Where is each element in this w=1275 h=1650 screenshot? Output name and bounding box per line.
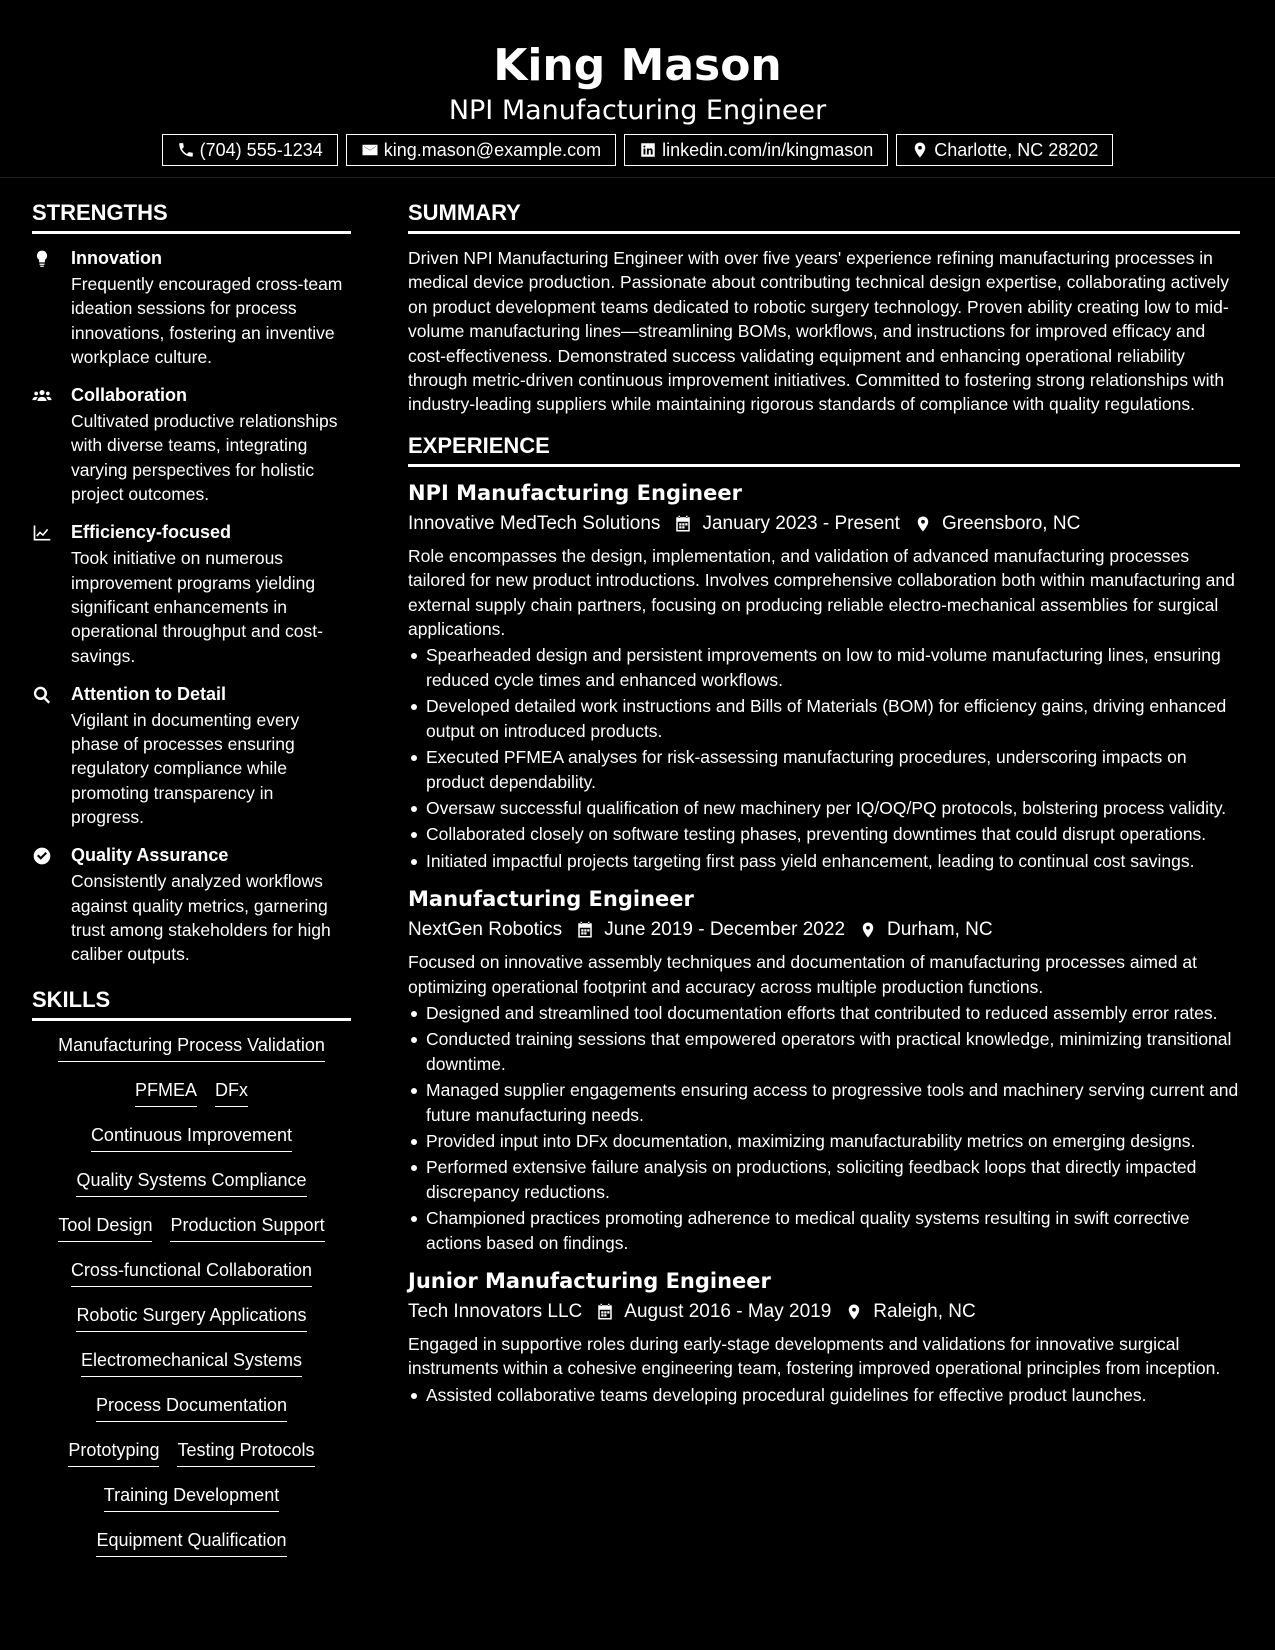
contact-linkedin[interactable] <box>624 134 888 166</box>
contact-email[interactable] <box>346 134 616 166</box>
strength-name: Efficiency-focused <box>71 522 232 543</box>
strength-item <box>32 383 351 506</box>
linkedin-icon <box>639 141 657 159</box>
skill-tag: Cross-functional Collaboration <box>71 1258 312 1287</box>
linkedin-text: linkedin.com/in/kingmason <box>662 139 874 160</box>
map-pin-icon <box>859 921 877 939</box>
line-chart-icon <box>32 523 52 543</box>
job-bullet: Championed practices promoting adherence to medical quality systems resulting in swift corrective actions based on findings. <box>408 1206 1240 1255</box>
skills-list <box>32 1033 351 1573</box>
calendar-icon <box>596 1303 614 1321</box>
contact-phone[interactable] <box>162 134 338 166</box>
lightbulb-icon <box>32 249 52 269</box>
map-pin-icon <box>914 515 932 533</box>
skill-tag: Training Development <box>104 1483 279 1512</box>
calendar-icon <box>674 515 692 533</box>
job-title: Junior Manufacturing Engineer <box>408 1269 771 1293</box>
experience-heading: EXPERIENCE <box>408 431 1240 467</box>
contact-location <box>896 134 1113 166</box>
skills-heading: SKILLS <box>32 985 351 1021</box>
job-bullet: Assisted collaborative teams developing procedural guidelines for effective product launches. <box>408 1383 1240 1407</box>
summary-text: Driven NPI Manufacturing Engineer with over five years' experience refining manufacturing processes in medical device production. Passionate about contributing technical design expertise, collaborating actively on product development teams dedicated to robotic surgery technology. Proven ability creating low to mid-volume manufacturing lines—streamlining BOMs, workflows, and instructions for improved efficacy and cost-effectiveness. Demonstrated success validating equipment and enhancing operational reliability through metric-driven continuous improvement initiatives. Committed to fostering strong relationships with industry-leading suppliers while maintaining rigorous standards of compliance with quality regulations. <box>408 248 1230 415</box>
strength-item <box>32 682 351 829</box>
skill-tag: Production Support <box>170 1213 324 1242</box>
strength-desc: Consistently analyzed workflows against quality metrics, garnering trust among stakeholders for high caliber outputs. <box>71 871 331 965</box>
strength-name: Innovation <box>71 248 162 268</box>
skill-tag: Process Documentation <box>96 1393 287 1422</box>
strength-name: Collaboration <box>71 385 187 406</box>
calendar-icon <box>576 921 594 939</box>
contact-bar <box>0 134 1275 166</box>
job-title: Manufacturing Engineer <box>408 887 694 912</box>
strength-desc: Took initiative on numerous improvement programs yielding significant enhancements in operational throughput and cost-savings. <box>71 548 323 666</box>
skill-tag: Quality Systems Compliance <box>76 1168 306 1197</box>
job-bullet: Conducted training sessions that empowered operators with practical knowledge, minimizing transitional downtime. <box>408 1027 1240 1076</box>
job-description: Focused on innovative assembly techniques and documentation of manufacturing processes aimed at optimizing operational footprint and accuracy across multiple production functions. <box>408 952 1197 997</box>
skill-tag: Equipment Qualification <box>96 1528 286 1557</box>
strength-item <box>32 520 351 667</box>
skill-tag: Electromechanical Systems <box>81 1348 302 1377</box>
job-company: Innovative MedTech Solutions <box>408 512 661 534</box>
job-bullet: Developed detailed work instructions and Bills of Materials (BOM) for efficiency gains, driving enhanced output on introduced products. <box>408 694 1240 743</box>
search-icon <box>32 685 52 705</box>
skill-tag: Testing Protocols <box>177 1438 314 1467</box>
left-column <box>32 198 351 1573</box>
job-bullets <box>408 1383 1240 1407</box>
job-company: Tech Innovators LLC <box>408 1301 583 1322</box>
job-bullets <box>408 643 1240 873</box>
phone-icon <box>177 141 195 159</box>
job-bullet: Performed extensive failure analysis on productions, soliciting feedback loops that directly impacted discrepancy reductions. <box>408 1155 1240 1204</box>
strength-name: Quality Assurance <box>71 845 229 866</box>
job-title: NPI Manufacturing Engineer <box>408 480 742 505</box>
strength-desc: Cultivated productive relationships with diverse teams, integrating varying perspectives for holistic project outcomes. <box>71 411 338 505</box>
phone-text: (704) 555-1234 <box>199 139 323 160</box>
job-description: Role encompasses the design, implementation, and validation of advanced manufacturing processes tailored for new product introductions. Involves comprehensive collaboration both within manufacturing and external supply chain partners, focusing on producing reliable electro-mechanical assemblies for surgical applications. <box>408 545 1235 640</box>
email-text: king.mason@example.com <box>383 139 602 160</box>
skill-tag: Prototyping <box>68 1438 159 1467</box>
job-entry <box>408 1267 1240 1407</box>
skill-tag: PFMEA <box>135 1078 197 1107</box>
map-pin-icon <box>911 141 929 159</box>
strength-desc: Vigilant in documenting every phase of processes ensuring regulatory compliance while promoting transparency in progress. <box>71 709 300 828</box>
strength-name: Attention to Detail <box>71 683 226 704</box>
candidate-title: NPI Manufacturing Engineer <box>448 95 827 126</box>
skill-tag: Tool Design <box>58 1213 152 1242</box>
job-meta <box>408 510 1240 538</box>
job-entry <box>408 479 1240 873</box>
skill-tag: Continuous Improvement <box>91 1123 292 1152</box>
job-meta <box>408 916 1240 944</box>
job-bullet: Initiated impactful projects targeting first pass yield enhancement, leading to continual cost savings. <box>408 849 1240 873</box>
check-circle-icon <box>32 846 52 866</box>
skill-tag: Robotic Surgery Applications <box>76 1303 306 1332</box>
job-company: NextGen Robotics <box>408 919 563 941</box>
job-dates: January 2023 - Present <box>702 512 900 534</box>
job-location: Durham, NC <box>887 919 993 941</box>
job-bullets <box>408 1001 1240 1255</box>
job-bullet: Provided input into DFx documentation, maximizing manufacturability metrics on emerging designs. <box>408 1129 1240 1153</box>
job-location: Greensboro, NC <box>941 512 1081 534</box>
strength-item <box>32 843 351 966</box>
job-entry <box>408 885 1240 1255</box>
location-text: Charlotte, NC 28202 <box>934 139 1099 160</box>
job-bullet: Oversaw successful qualification of new machinery per IQ/OQ/PQ protocols, bolstering process validity. <box>408 796 1240 820</box>
right-column <box>408 198 1240 1419</box>
job-bullet: Managed supplier engagements ensuring access to progressive tools and machinery serving current and future manufacturing needs. <box>408 1078 1240 1127</box>
skill-tag: DFx <box>215 1078 248 1107</box>
job-bullet: Spearheaded design and persistent improvements on low to mid-volume manufacturing lines, ensuring reduced cycle times and enhanced workflows. <box>408 643 1240 692</box>
job-dates: August 2016 - May 2019 <box>624 1301 832 1322</box>
envelope-icon <box>361 141 379 159</box>
map-pin-icon <box>845 1303 863 1321</box>
job-bullet: Executed PFMEA analyses for risk-assessing manufacturing procedures, underscoring impacts on product dependability. <box>408 745 1240 794</box>
job-dates: June 2019 - December 2022 <box>604 919 846 941</box>
job-bullet: Collaborated closely on software testing phases, preventing downtimes that could disrupt operations. <box>408 822 1240 846</box>
skill-tag: Manufacturing Process Validation <box>58 1033 325 1062</box>
job-description: Engaged in supportive roles during early-stage developments and validations for innovative surgical instruments within a cohesive engineering team, fostering improved operational principles from inception. <box>408 1334 1221 1379</box>
candidate-name: King Mason <box>493 40 782 91</box>
users-icon <box>32 386 52 406</box>
job-meta <box>408 1298 1240 1326</box>
strength-item <box>32 246 351 369</box>
summary-heading: SUMMARY <box>408 198 1240 234</box>
job-location: Raleigh, NC <box>873 1301 976 1322</box>
resume-header <box>0 0 1275 178</box>
job-bullet: Designed and streamlined tool documentation efforts that contributed to reduced assembly error rates. <box>408 1001 1240 1025</box>
strengths-heading: STRENGTHS <box>32 198 351 234</box>
strength-desc: Frequently encouraged cross-team ideation sessions for process innovations, fostering an inventive workplace culture. <box>71 274 343 367</box>
